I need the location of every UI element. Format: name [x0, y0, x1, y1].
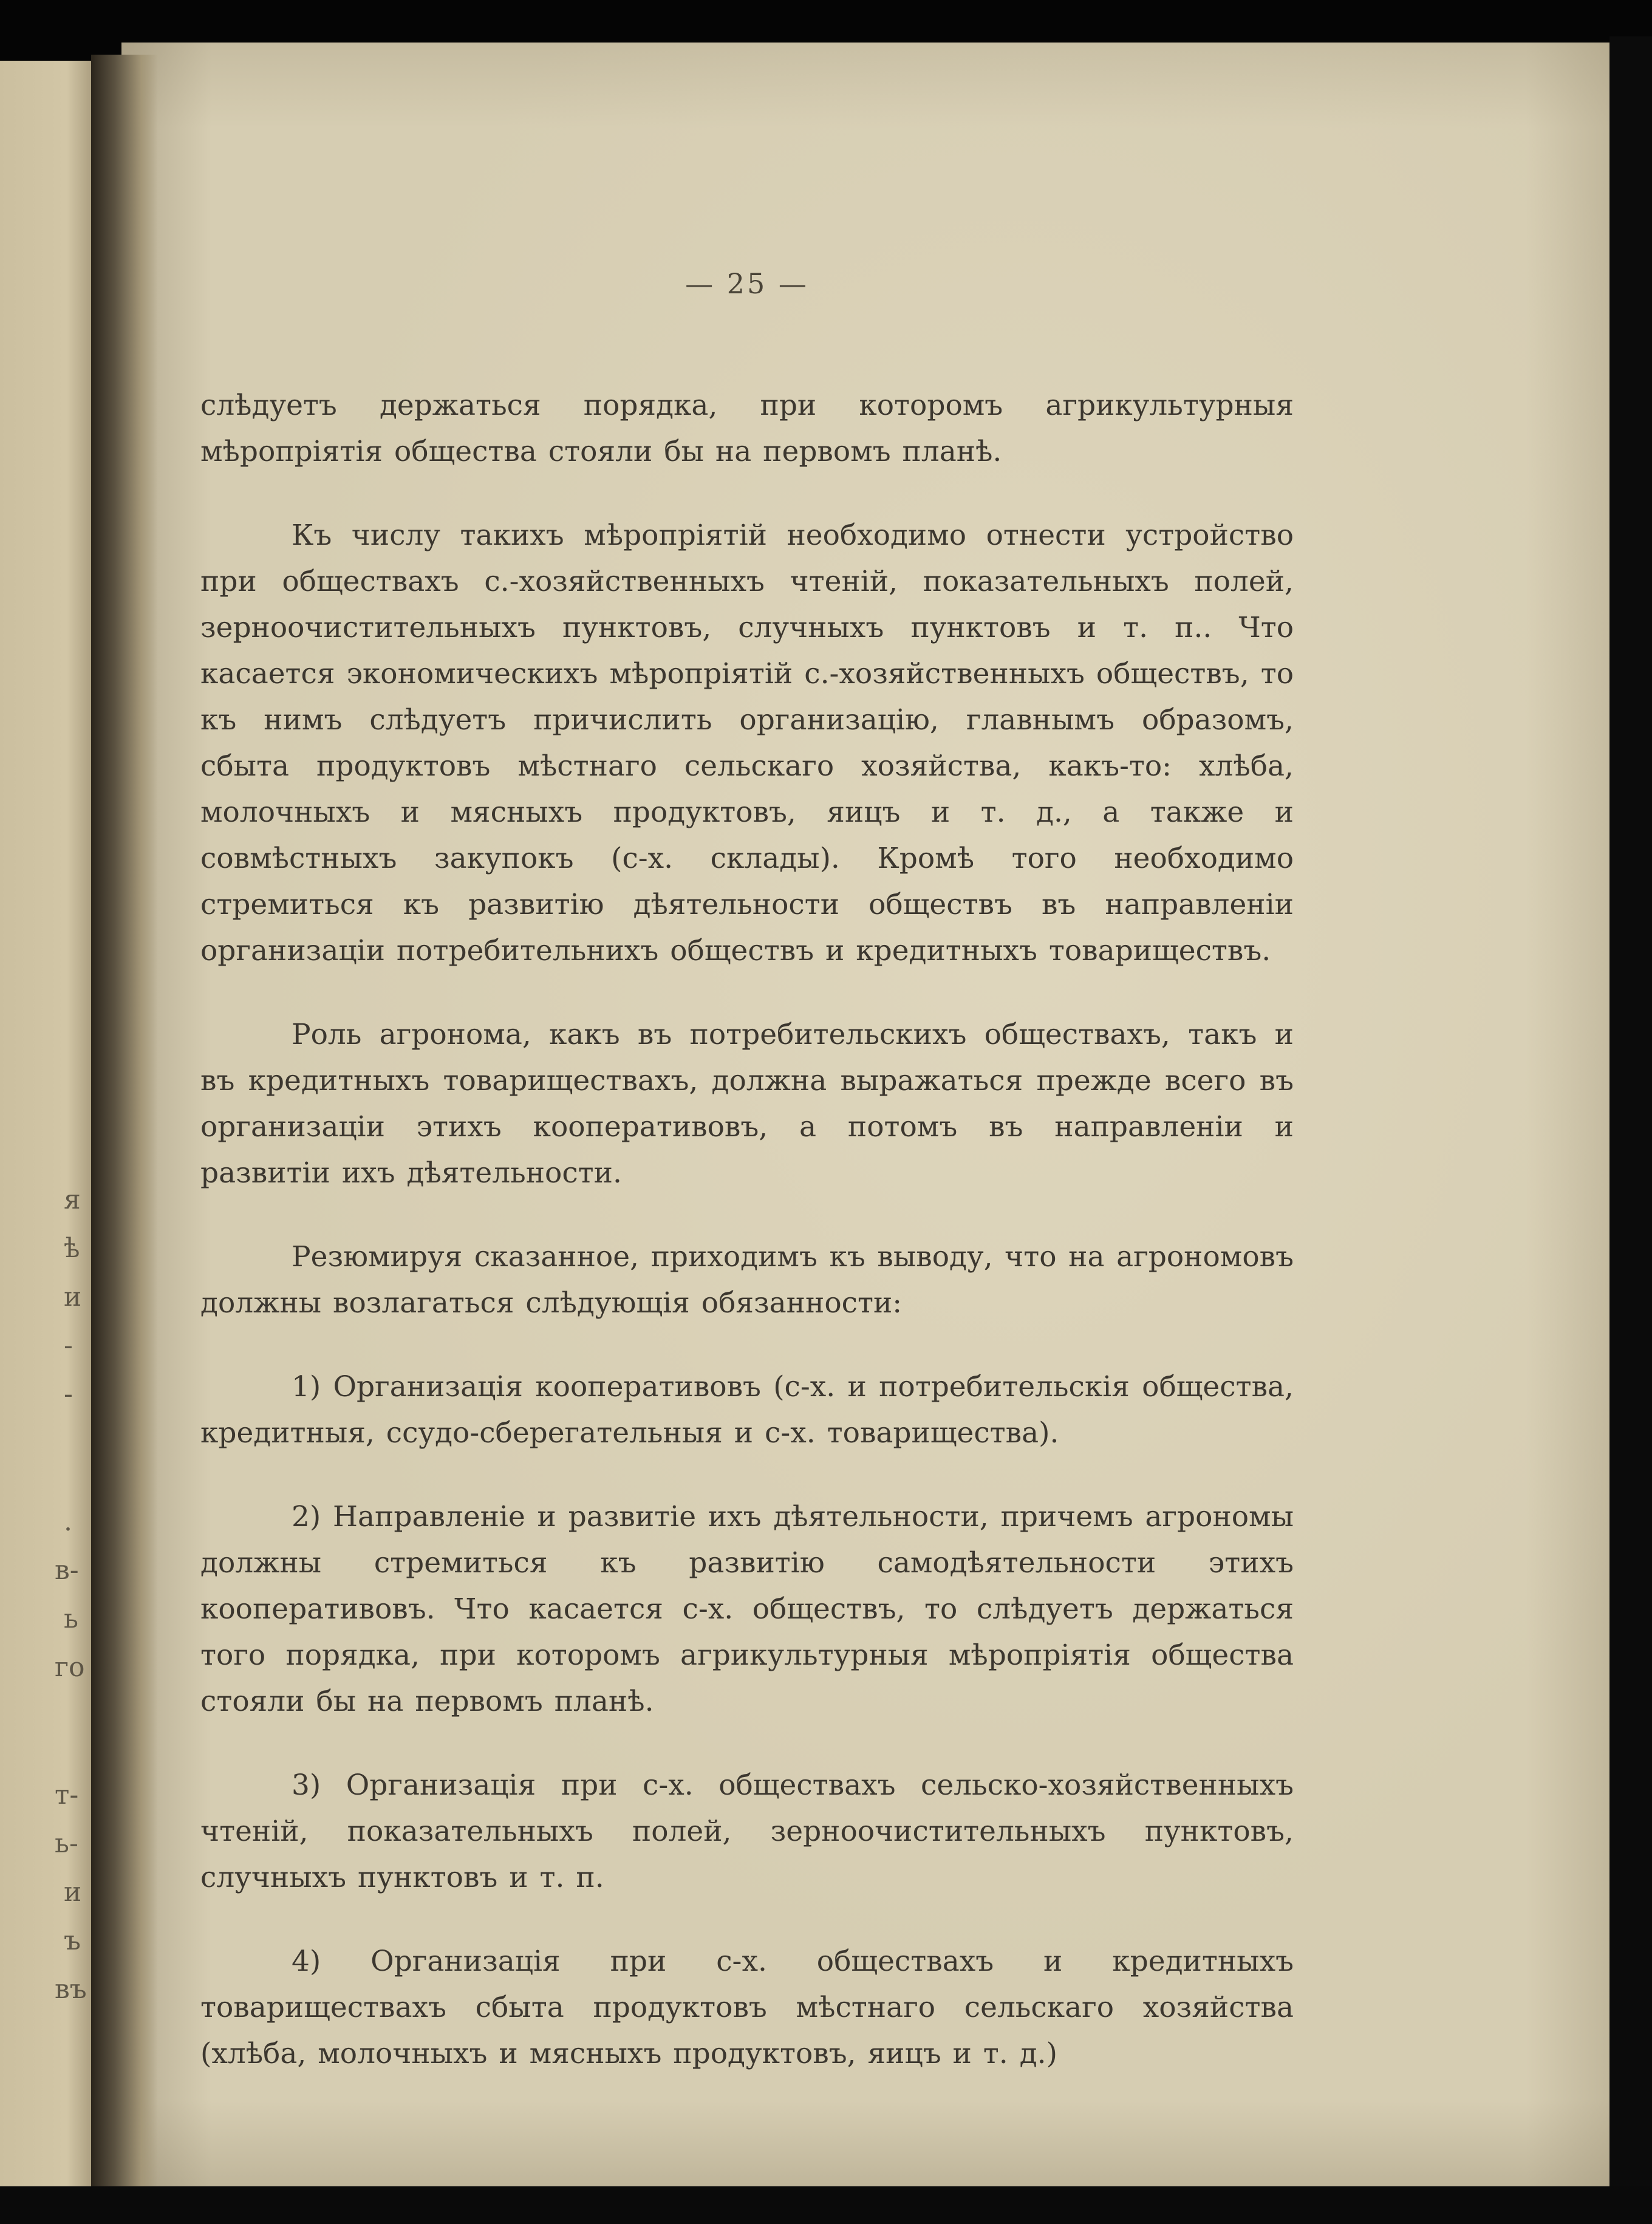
fragment: и [64, 1281, 82, 1312]
paragraphs [200, 383, 1294, 2115]
paragraph: 1) Организація кооперативовъ (с-х. и потребительскія общества, кредитныя, ссудо-сберегательныя и с-х. товарищества). [200, 1370, 1294, 1450]
paragraph: слѣдуетъ держаться порядка, при которомъ агрикультурныя мѣропріятія общества стояли бы на первомъ планѣ. [200, 389, 1294, 468]
page [121, 43, 1616, 2186]
fragment: ь- [55, 1828, 78, 1859]
fragment: я [64, 1184, 81, 1215]
scan-border-bottom [0, 2186, 1652, 2224]
fragment: . [64, 1506, 72, 1537]
paragraph: 3) Организація при с-х. обществахъ сельско-хозяйственныхъ чтеній, показательныхъ полей, зерноочистительныхъ пунктовъ, случныхъ пунктовъ и т. п. [200, 1769, 1294, 1894]
paragraph: Къ числу такихъ мѣропріятій необходимо отнести устройство при обществахъ с.-хозяйственныхъ чтеній, показательныхъ полей, зерноочистительныхъ пунктовъ, случныхъ пунктовъ и т. п.. Что касается экономическихъ мѣропріятій с.-хозяйственныхъ обществъ, то къ нимъ слѣдуетъ причислить организацію, главнымъ образомъ, сбыта продуктовъ мѣстнаго сельскаго хозяйства, какъ-то: хлѣба, молочныхъ и мясныхъ продуктовъ, яицъ и т. д., а также и совмѣстныхъ закупокъ (с-х. склады). Кромѣ того необходимо стремиться къ развитію дѣятельности обществъ въ направленіи организаціи потребительнихъ обществъ и кредитныхъ товариществъ. [200, 519, 1294, 967]
scan-border-right [1609, 36, 1652, 2223]
fragment: въ [55, 1974, 87, 2005]
fragment: ь [64, 1603, 78, 1634]
paragraph: 2) Направленіе и развитіе ихъ дѣятельности, причемъ агрономы должны стремиться къ развитію самодѣятельности этихъ кооперативовъ. Что касается с-х. обществъ, то слѣдуетъ держаться того порядка, при которомъ агрикультурныя мѣропріятія общества стояли бы на первомъ планѣ. [200, 1500, 1294, 1718]
fragment: ъ [64, 1925, 81, 1956]
paragraph: 4) Организація при с-х. обществахъ и кредитныхъ товариществахъ сбыта продуктовъ мѣстнаго сельскаго хозяйства (хлѣба, молочныхъ и мясныхъ продуктовъ, яицъ и т. д.) [200, 1945, 1294, 2070]
paragraph: Роль агронома, какъ въ потребительскихъ обществахъ, такъ и въ кредитныхъ товариществахъ, должна выражаться прежде всего въ организаціи этихъ кооперативовъ, а потомъ въ направленіи и развитіи ихъ дѣятельности. [200, 1018, 1294, 1190]
fragment: и [64, 1877, 82, 1908]
page-number: — 25 — [685, 267, 809, 300]
fragment: го [55, 1652, 85, 1683]
paragraph: Резюмируя сказанное, приходимъ къ выводу, что на агрономовъ должны возлагаться слѣдующія обязанности: [200, 1240, 1294, 1320]
fragment: - [64, 1330, 73, 1361]
fragment: - [64, 1379, 73, 1410]
book-gutter-shadow [91, 55, 158, 2205]
fragment: т- [55, 1779, 79, 1810]
fragment: ѣ [64, 1233, 80, 1264]
fragment: в- [55, 1555, 79, 1586]
